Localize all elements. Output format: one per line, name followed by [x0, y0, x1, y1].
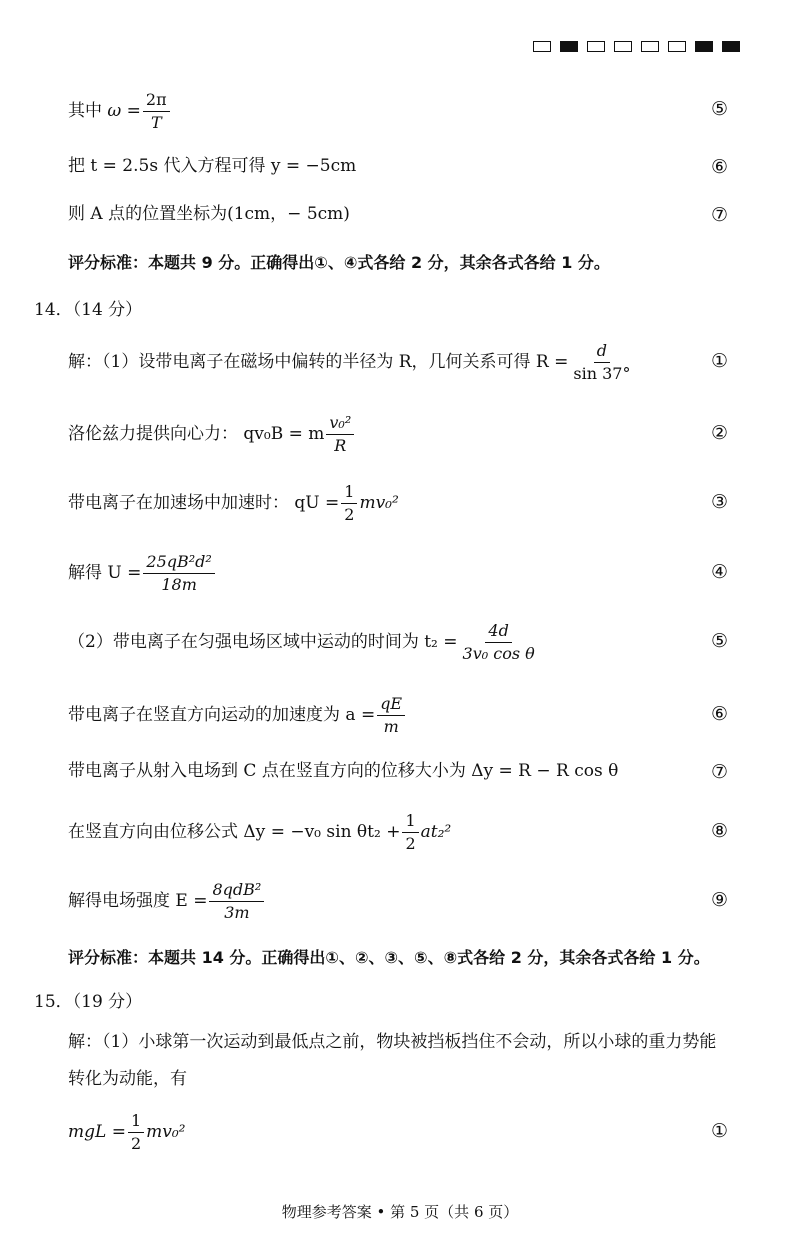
fraction [143, 91, 170, 131]
fraction [377, 695, 405, 735]
header-mark [722, 41, 740, 52]
header-mark [668, 41, 686, 52]
denominator: sin 37° [573, 363, 631, 383]
math: mv₀² [359, 492, 399, 513]
text: 在竖直方向由位移公式 Δy = −v₀ sin θt₂ + [68, 821, 401, 842]
q14-line-1 [68, 342, 635, 382]
numerator: v₀² [326, 414, 354, 435]
denominator: 3m [224, 902, 250, 922]
denominator: 2 [405, 833, 416, 853]
fraction [460, 622, 538, 662]
q15-title: 15．（19 分） [34, 992, 143, 1012]
math: ω = [107, 100, 141, 121]
equation-number: ⑦ [711, 204, 729, 226]
denominator: 2 [130, 1133, 142, 1153]
fraction [128, 1112, 144, 1152]
q14-line-5 [68, 622, 540, 662]
equation-number: ⑨ [711, 889, 729, 911]
q13-line-5 [68, 91, 172, 131]
fraction [326, 414, 354, 454]
equation-number: ③ [711, 491, 729, 513]
page-footer: 物理参考答案 • 第 5 页（共 6 页） [281, 1203, 519, 1221]
text: 解：（1）设带电离子在磁场中偏转的半径为 R，几何关系可得 R = [68, 351, 569, 372]
equation-number: ④ [711, 561, 729, 583]
text: 带电离子在竖直方向运动的加速度为 a = [68, 704, 376, 725]
math: at₂² [420, 821, 452, 842]
equation-number: ⑥ [711, 156, 729, 178]
q14-line-4 [68, 553, 217, 593]
q14-line-6 [68, 695, 407, 735]
numerator: 1 [402, 812, 418, 833]
denominator: R [334, 435, 347, 455]
q15-paragraph-2: 转化为动能，有 [68, 1069, 187, 1089]
q13-scoring: 评分标准：本题共 9 分。正确得出①、④式各给 2 分，其余各式各给 1 分。 [68, 253, 610, 272]
header-mark [614, 41, 632, 52]
equation-number: ② [711, 422, 729, 444]
q14-line-2 [68, 414, 356, 454]
fraction [143, 553, 214, 593]
denominator: T [150, 112, 162, 132]
q15-line-1 [68, 1112, 186, 1152]
numerator: 1 [341, 483, 357, 504]
q15-paragraph-1: 解：（1）小球第一次运动到最低点之前，物块被挡板挡住不会动，所以小球的重力势能 [68, 1032, 717, 1052]
text: 带电离子在加速场中加速时： qU = [68, 492, 340, 513]
equation-number: ⑧ [711, 820, 729, 842]
denominator: 2 [344, 504, 355, 524]
q14-line-7: 带电离子从射入电场到 C 点在竖直方向的位移大小为 Δy = R − R cos θ [68, 761, 619, 781]
q13-line-7: 则 A 点的位置坐标为(1cm，− 5cm) [68, 204, 350, 224]
q14-scoring: 评分标准：本题共 14 分。正确得出①、②、③、⑤、⑧式各给 2 分，其余各式各给 1 分。 [68, 948, 710, 967]
numerator: 8qdB² [209, 881, 264, 902]
header-marks [533, 41, 740, 52]
text: 其中 [68, 100, 102, 121]
equation-number: ① [711, 1120, 729, 1142]
numerator: 1 [128, 1112, 144, 1133]
text: 解得 U = [68, 562, 142, 583]
q14-line-8 [68, 812, 451, 852]
fraction [209, 881, 264, 921]
numerator: 2π [143, 91, 170, 112]
denominator: 18m [161, 574, 197, 594]
fraction [402, 812, 418, 852]
fraction [341, 483, 357, 523]
header-mark [695, 41, 713, 52]
header-mark [587, 41, 605, 52]
fraction [570, 342, 633, 382]
q14-line-3 [68, 483, 399, 523]
text: （2）带电离子在匀强电场区域中运动的时间为 t₂ = [68, 631, 458, 652]
q13-line-6: 把 t = 2.5s 代入方程可得 y = −5cm [68, 156, 357, 176]
equation-number: ⑤ [711, 630, 729, 652]
equation-number: ① [711, 350, 729, 372]
text: 解得电场强度 E = [68, 890, 208, 911]
numerator: 25qB²d² [143, 553, 214, 574]
math: mgL = [68, 1121, 126, 1142]
numerator: d [594, 342, 610, 363]
numerator: 4d [485, 622, 511, 643]
denominator: m [383, 716, 399, 736]
text: 洛伦兹力提供向心力： qv₀B = m [68, 423, 325, 444]
header-mark [641, 41, 659, 52]
numerator: qE [377, 695, 405, 716]
equation-number: ⑦ [711, 761, 729, 783]
header-mark [560, 41, 578, 52]
denominator: 3v₀ cos θ [462, 643, 535, 663]
equation-number: ⑤ [711, 98, 729, 120]
header-mark [533, 41, 551, 52]
q14-title: 14．（14 分） [34, 300, 143, 320]
math: mv₀² [146, 1121, 186, 1142]
equation-number: ⑥ [711, 703, 729, 725]
q14-line-9 [68, 881, 266, 921]
